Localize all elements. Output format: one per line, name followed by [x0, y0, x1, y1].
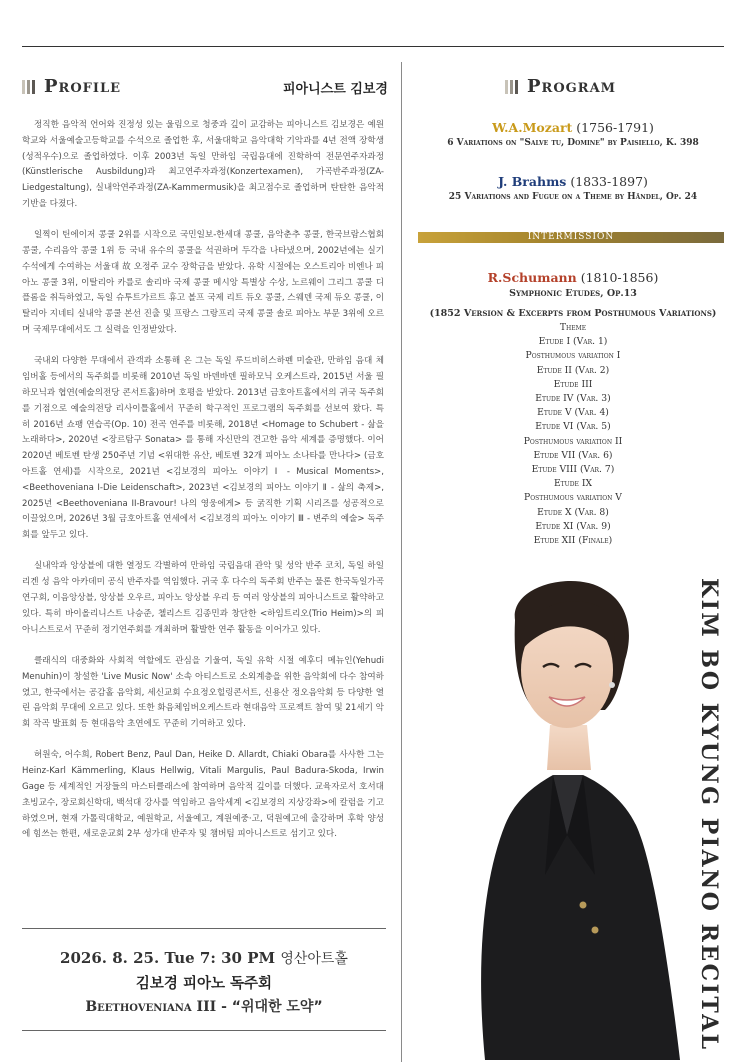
movement-item: Theme: [559, 322, 587, 333]
movement-item: Posthumous variation I: [525, 350, 621, 362]
program-piece-brahms: [418, 174, 728, 202]
profile-title: Profile: [44, 76, 122, 97]
movement-item: Etude XII (Finale): [533, 535, 613, 547]
movement-list: [418, 321, 728, 548]
program-piece-mozart: [418, 120, 728, 148]
movement-item: Etude VII (Var. 6): [533, 449, 613, 461]
composer-line: [418, 270, 728, 285]
movement-item: Posthumous variation V: [524, 492, 622, 504]
recital-date: [22, 948, 386, 968]
profile-paragraph: 정직한 음악적 언어와 진정성 있는 울림으로 청중과 깊이 교감하는 피아니스트 김보경은 예원학교와 서울예술고등학교를 수석으로 졸업한 후, 서울대학교 음악대학 기악과를 4년 전액 장학생(성적우수)으로 졸업하였다. 이후 2003년 독일 만하임 국립음대에 진학하여 전문연주자과정(Künstlerische Ausbildung)과 최고연주자과정(Konzertexamen), 가곡반주과정(ZA-Liedgestaltung), 실내악연주과정(ZA-Kammermusik)을 최고점수로 졸업하며 탄탄한 음악적 기반을 다졌다.: [22, 120, 384, 209]
composer-name: J. Brahms: [498, 174, 567, 189]
work-title: 25 Variations and Fugue on a Theme by Händel, Op. 24: [448, 192, 698, 202]
profile-paragraph: 일찍이 틴에이저 콩쿨 2위를 시작으로 국민일보-한세대 콩쿨, 음악춘추 콩쿨, 한국브람스협회 콩쿨, 수리음악 콩쿨 1위 등 국내 유수의 콩쿨을 석권하며 두각을 나타냈으며, 2002년에는 실기 수석에게 수여하는 서울대 故 오정주 교수 장학금을 받았다. 유학 시절에는 오스트리아 비엔나 피아노 콩쿨 3위, 이탈리아 카를로 솔리바 국제 콩쿨 메시앙 특별상 수상, 노르웨이 그리그 콩쿨 디플롬을 취득하였고, 독일 슈투트가르트 휴고 볼프 국제 리트 듀오 콩쿨, 스웨덴 국제 듀오 콩쿨, 이탈리아 지네티 실내악 콩쿨 본선 진출 및 프랑스 그랑프리 국제 콩쿨 솔로 피아노 부문 3위에 오르며 국제무대에서도 그 실력을 인정받았다.: [22, 230, 384, 336]
intermission-banner: INTERMISSION: [418, 232, 724, 243]
movement-item: Etude V (Var. 4): [537, 407, 609, 419]
composer-name: R.Schumann: [487, 270, 577, 285]
program-title: Program: [527, 76, 617, 97]
movement-item: Etude XI (Var. 9): [535, 520, 611, 532]
composer-years: (1833-1897): [570, 174, 648, 189]
composer-years: (1810-1856): [580, 270, 659, 285]
composer-years: (1756-1791): [576, 120, 654, 135]
series-name: Beethoveniana: [85, 999, 192, 1015]
movement-item: Etude VI (Var. 5): [535, 421, 611, 433]
profile-paragraph: 국내외 다양한 무대에서 관객과 소통해 온 그는 독일 루드비히스하펜 미술관, 만하임 음대 체임버홀 등에서의 독주회를 비롯해 2010년 독일 바덴바덴 필하모닉 오케스트라, 2015년 서울 필하모닉과 협연(예술의전당 콘서트홀)하며 호평을 받았다. 2013년 금호아트홀에서의 귀국 독주회를 기점으로 예술의전당 리사이틀홀에서 꾸준히 학구적인 프로그램의 독주회를 선보여 왔다. 특히 2016년 쇼팽 연습곡(Op. 10) 전곡 연주를 비롯해, 2018년 <Homage to Schubert - 삶을 노래하다>, 2020년 <장르탐구 Sonata> 를 통해 자신만의 견고한 음악 세계를 증명했다. 이어 2020년 베토벤 탄생 250주년 기념 <위대한 유산, 베토벤 32개 피아노 소나타를 만나다> (금호아트홀 연세)를 시작으로, 2021년 <김보경의 피아노 이야기 Ⅰ - Musical Moments>, <Beethoveniana I-Die Leidenschaft>, 2023년 <김보경의 피아노 이야기 Ⅱ - 삶의 축제>, 2025년 <Beethoveniana II-Bravour! 나의 영웅에게> 등 굵직한 기획 시리즈를 성공적으로 이끌었으며, 2026년 3월 금호아트홀 연세에서 <김보경의 피아노 이야기 Ⅲ - 변주의 예술> 독주회를 앞두고 있다.: [22, 356, 384, 541]
series-subtitle: “위대한 도약”: [231, 999, 323, 1015]
work-version: (1852 Version & Excerpts from Posthumous Variations): [429, 308, 717, 319]
composer-line: [418, 120, 728, 135]
composer-name: W.A.Mozart: [492, 120, 573, 135]
recital-venue: 영산아트홀: [280, 951, 348, 967]
heading-bars-icon: [22, 80, 35, 94]
recital-rule-bottom: [22, 1030, 386, 1031]
movement-item: Etude IV (Var. 3): [535, 393, 611, 405]
movement-item: Etude II (Var. 2): [536, 364, 610, 376]
movement-item: Etude III: [553, 378, 593, 390]
pianist-name: 피아니스트 김보경: [283, 82, 388, 97]
top-rule: [22, 46, 724, 47]
movement-item: Etude I (Var. 1): [538, 336, 608, 348]
movement-item: Posthumous variation II: [523, 435, 623, 447]
program-piece-schumann: [418, 270, 728, 548]
profile-body: [22, 118, 384, 859]
movement-item: Etude IX: [553, 478, 593, 490]
work-title: 6 Variations on "Salve tu, Domine" by Paisiello, K. 398: [447, 138, 699, 148]
recital-rule-top: [22, 928, 386, 929]
pianist-portrait: [455, 575, 685, 1060]
column-divider: [401, 62, 402, 1062]
vertical-recital-title: KIM BO KYUNG PIANO RECITAL: [696, 578, 722, 1052]
composer-line: [418, 174, 728, 189]
profile-paragraph: 허원숙, 어수희, Robert Benz, Paul Dan, Heike D. Allardt, Chiaki Obara를 사사한 그는 Heinz-Karl Kämmerling, Klaus Hellwig, Vitali Margulis, Paul Badura-Skoda, Irwin Gage 등 세계적인 거장들의 마스터클래스에 참여하며 음악적 깊이를 더했다. 교육자로서 호서대 초빙교수, 장로회신학대, 백석대 강사를 역임하고 음악세계 <김보경의 지상강좌>에 칼럼을 기고하였으며, 현재 가톨릭대학교, 예원학교, 서울예고, 계원예중·고, 덕원예고에 출강하며 후학 양성에 힘쓰는 한편, 새로운교회 2부 성가대 반주자 및 챔버팀 피아니스트로 섬기고 있다.: [22, 750, 384, 840]
recital-subtitle: [22, 996, 386, 1016]
work-title: Symphonic Etudes, Op.13: [509, 288, 637, 299]
series-number: III: [196, 999, 217, 1015]
program-heading: [505, 76, 616, 97]
profile-heading: [22, 76, 121, 97]
series-dash: -: [216, 999, 232, 1015]
movement-item: Etude VIII (Var. 7): [531, 464, 615, 476]
profile-paragraph: 클래식의 대중화와 사회적 역할에도 관심을 기울여, 독일 유학 시절 예후디 메뉴인(Yehudi Menuhin)이 창설한 'Live Music Now' 소속 아티스트로 소외계층을 위한 음악회에 다수 참여하였고, 한국에서는 공감홀 음악회, 세신교회 수요정오힐링콘서트, 신용산 정오음악회 등 다양한 열린 음악회 무대에 오르고 있다. 또한 화음체임버오케스트라 현대음악 프로젝트 참여 및 21세기 악회 작곡 발표회 등 현대음악 초연에도 꾸준히 기여하고 있다.: [22, 655, 384, 730]
recital-title: 김보경 피아노 독주회: [135, 976, 273, 992]
profile-paragraph: 실내악과 앙상블에 대한 열정도 각별하여 만하임 국립음대 관악 및 성악 반주 코치, 독일 하일리겐 성 음악 아카데미 공식 반주자를 역임했다. 귀국 후 다수의 독주회 반주는 물론 한국독일가곡연구회, 이음앙상블, 앙상블 오우르, 피아노 앙상블 우리 등 여러 앙상블의 피아니스트로 활약하고 있다. 특히 바이올리니스트 나승준, 첼리스트 김종민과 창단한 <하임트리오(Trio Heim)>의 피아니스트로서 꾸준히 정기연주회를 개최하며 활발한 연주 활동을 이어가고 있다.: [22, 561, 385, 635]
heading-bars-icon: [505, 80, 518, 94]
recital-datetime: 2026. 8. 25. Tue 7: 30 PM: [60, 949, 276, 967]
movement-item: Etude X (Var. 8): [537, 506, 609, 518]
